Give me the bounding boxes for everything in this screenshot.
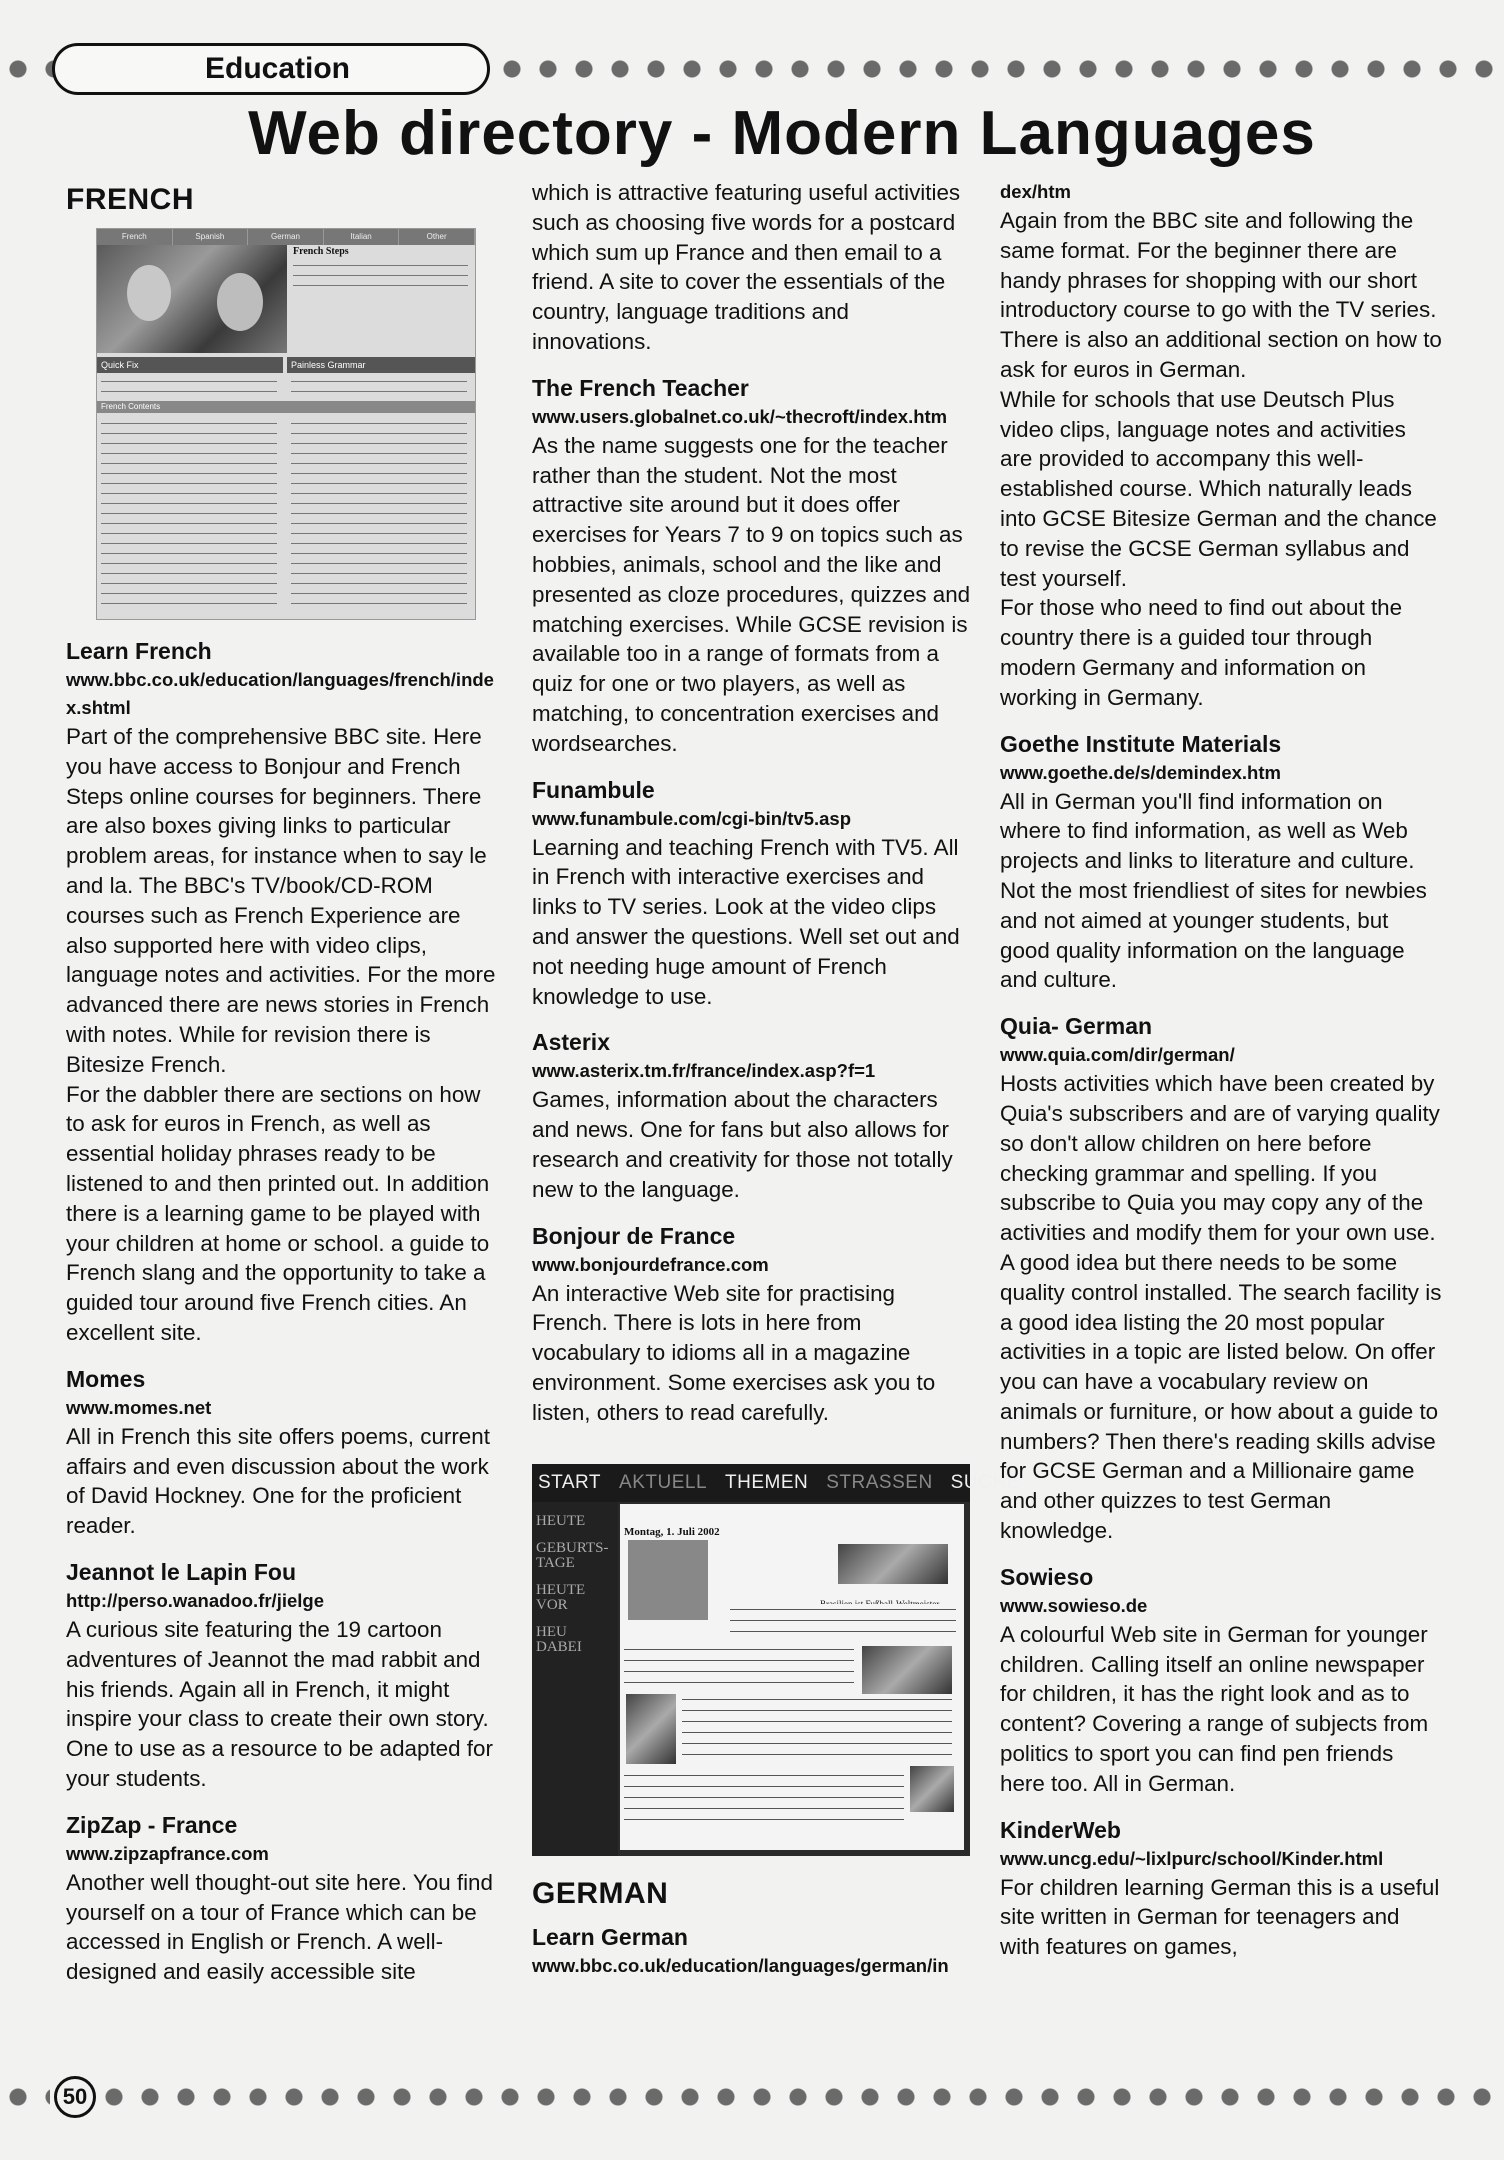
player-photo — [626, 1694, 676, 1764]
screenshot-content — [620, 1504, 964, 1850]
steps-title: French Steps — [293, 246, 349, 257]
site-url[interactable]: www.funambule.com/cgi-bin/tv5.asp — [532, 807, 851, 829]
site-description: As the name suggests one for the teacher rather than the student. Not the most attractive site around but it does offer exercises for Years 7 to 9 on topics such as hobbies, animals, school and the like and presented as cloze procedures, quizzes and matching exercises. While GCSE revision is available too in a range of formats from a quiz for one or two players, as well as matching, to concentration exercises and wordsearches. — [532, 432, 971, 756]
presenter-face — [127, 265, 171, 321]
screenshot-nav — [532, 1464, 1020, 1502]
quick-fix-header: Quick Fix — [97, 357, 283, 373]
site-title: Goethe Institute Materials — [1000, 730, 1282, 757]
site-title: Sowieso — [1000, 1563, 1094, 1590]
site-title: Learn French — [66, 638, 212, 664]
player-photo — [862, 1646, 952, 1694]
page-title: Web directory - Modern Languages — [248, 99, 1316, 168]
steps-text — [293, 261, 468, 291]
screenshot-nav-item: START — [538, 1471, 602, 1493]
site-url[interactable]: www.uncg.edu/~lixlpurc/school/Kinder.html — [1000, 1847, 1384, 1869]
contents-right-list — [291, 419, 467, 609]
footer-dots-left — [0, 2085, 50, 2109]
site-url[interactable]: www.quia.com/dir/german/ — [1000, 1044, 1235, 1066]
header-dots-right — [494, 57, 1504, 81]
site-url[interactable]: www.bonjourdefrance.com — [532, 1253, 769, 1275]
screenshot-tabs — [97, 229, 475, 245]
screenshot-nav-item: SUCHE — [950, 1471, 1020, 1493]
screenshot-tab: Other — [399, 229, 475, 245]
site-description: Hosts activities which have been created by Quia's subscribers and are of varying quality so don't allow children on here before checking grammar and spelling. If you subscribe to Quia you may copy any of the activities and modify them for your own use. A good idea but there needs to be some quality control installed. The search facility is a good idea listing the 20 most popular activities in a topic are listed below. On offer you can have a vocabulary review on animals or furniture, or how about a guide to numbers? Then there's reading skills advise for GCSE German and a Millionaire game and other quizzes to test German knowledge. — [1000, 1071, 1442, 1544]
site-title: KinderWeb — [1000, 1816, 1121, 1843]
site-title: Funambule — [532, 776, 655, 803]
section-label: Education — [205, 52, 351, 85]
article-text — [624, 1644, 854, 1688]
site-description: All in German you'll find information on where to find information, as well as Web projects and links to literature and culture. Not the most friendliest of sites for newbies and not aimed at younger students, but good quality information on the language and culture. — [1000, 788, 1427, 993]
site-url[interactable]: www.zipzapfrance.com — [66, 1842, 269, 1864]
article-text — [682, 1694, 952, 1764]
contents-left-list — [101, 419, 277, 609]
screenshot-nav-item: STRASSEN — [826, 1471, 933, 1493]
site-url[interactable]: www.asterix.tm.fr/france/index.asp?f=1 — [532, 1060, 876, 1082]
site-url[interactable]: www.users.globalnet.co.uk/~thecroft/index.htm — [532, 405, 948, 427]
quick-fix-text — [101, 377, 277, 397]
screenshot-tab: Spanish — [173, 229, 249, 245]
site-title: Momes — [66, 1365, 146, 1392]
column-2 — [532, 178, 1020, 1980]
site-description: which is attractive featuring useful activities such as choosing five words for a postcard which sum up France and then email to a friend. A site to cover the essentials of the country, language traditions and innovations. — [532, 180, 961, 354]
site-description: Another well thought-out site here. You find yourself on a tour of France which can be accessed in English or French. A well-designed and easily accessible site — [66, 1869, 493, 1985]
screenshot-side-item: HEU DABEI — [536, 1623, 582, 1655]
site-url[interactable]: www.goethe.de/s/demindex.htm — [1000, 761, 1281, 783]
column-3 — [1000, 178, 1442, 1962]
footer-dots-right — [96, 2085, 1504, 2109]
header-dots-left — [0, 57, 54, 81]
screenshot-side-item: HEUTE — [536, 1512, 586, 1529]
article-text — [730, 1604, 956, 1638]
site-url[interactable]: http://perso.wanadoo.fr/jielge — [66, 1589, 324, 1611]
steps-box — [293, 247, 468, 291]
trophy-photo — [910, 1766, 954, 1812]
site-title: Quia- German — [1000, 1013, 1153, 1040]
site-description: An interactive Web site for practising French. There is lots in here from vocabulary to idioms all in a magazine environment. Some exercises ask you to listen, others to read carefully. — [532, 1280, 936, 1425]
german-news-screenshot — [532, 1464, 1020, 1856]
painless-grammar-text — [291, 377, 467, 397]
screenshot-nav-item: THEMEN — [725, 1471, 809, 1493]
site-title: Bonjour de France — [532, 1222, 736, 1249]
screenshot-side-item: HEUTE VOR — [536, 1581, 586, 1613]
site-description: Games, information about the characters and news. One for fans but also allows for research and creativity for those not totally new to the language. — [532, 1087, 953, 1202]
german-heading: GERMAN — [532, 1876, 669, 1910]
site-description: A colourful Web site in German for younger children. Calling itself an online newspaper for children, it has the right look and as to content? Covering a range of subjects from politics to sport you can find pen friends here too. All in German. — [1000, 1621, 1429, 1796]
french-heading: FRENCH — [66, 183, 194, 216]
site-description: Again from the BBC site and following the same format. For the beginner there are handy phrases for shopping with our short introductory course to go with the TV series. There is also an additional section on how to ask for euros in German. — [1000, 208, 1442, 382]
presenter-face — [217, 273, 263, 331]
presenters-photo — [97, 245, 287, 353]
site-title: Learn German — [532, 1923, 688, 1950]
screenshot-date: Montag, 1. Juli 2002 — [624, 1525, 720, 1538]
site-description: For children learning German this is a useful site written in German for teenagers and with features on games, — [1000, 1874, 1440, 1960]
contents-bar: French Contents — [97, 401, 475, 413]
site-url[interactable]: www.bbc.co.uk/education/languages/german/in — [532, 1954, 949, 1976]
page-number — [54, 2076, 96, 2118]
page-number-text: 50 — [62, 2084, 88, 2109]
site-description: For those who need to find out about the country there is a guided tour through modern Germany and information on working in Germany. — [1000, 595, 1403, 710]
site-title: The French Teacher — [532, 374, 749, 401]
screenshot-tab: German — [248, 229, 324, 245]
site-url[interactable]: www.sowieso.de — [1000, 1594, 1148, 1616]
site-url-continued[interactable]: dex/htm — [1000, 181, 1071, 202]
column-1 — [66, 178, 498, 1987]
site-description: Part of the comprehensive BBC site. Here you have access to Bonjour and French Steps online courses for beginners. There are also boxes giving links to particular problem areas, for instance when to say le and la. The BBC's TV/book/CD-ROM courses such as French Experience are also supported here with video clips, language notes and activities. For the more advanced there are news stories in French with notes. While for revision there is Bitesize French. — [66, 724, 496, 1077]
screenshot-side-item: GEBURTS-TAGE — [536, 1539, 609, 1571]
screenshot-tab: Italian — [324, 229, 400, 245]
site-title: Jeannot le Lapin Fou — [66, 1558, 297, 1585]
site-description: A curious site featuring the 19 cartoon adventures of Jeannot the mad rabbit and his friends. Again all in French, it might inspire your class to create their own story. One to use as a resource to be adapted for your students. — [66, 1616, 493, 1791]
painless-grammar-header: Painless Grammar — [287, 357, 475, 373]
site-title: Asterix — [532, 1029, 610, 1056]
site-description: While for schools that use Deutsch Plus video clips, language notes and activities are provided to accompany this well-established course. Which naturally leads into GCSE Bitesize German and the chance to revise the GCSE German syllabus and test yourself. — [1000, 386, 1437, 591]
site-url[interactable]: www.momes.net — [66, 1396, 212, 1418]
screenshot-nav-item: AKTUELL — [619, 1471, 708, 1493]
site-url[interactable]: www.bbc.co.uk/education/languages/french/index.shtml — [66, 669, 494, 718]
section-tab — [52, 43, 490, 95]
screenshot-tab: French — [97, 229, 173, 245]
site-title: ZipZap - France — [66, 1811, 238, 1838]
football-photo — [838, 1544, 948, 1584]
bbc-french-screenshot — [96, 228, 476, 620]
newspaper-graphic — [628, 1540, 708, 1620]
site-description: Learning and teaching French with TV5. All in French with interactive exercises and links to TV series. Look at the video clips and answer the questions. Well set out and not needing huge amount of French knowledge to use. — [532, 834, 960, 1009]
article-text — [624, 1770, 904, 1824]
site-description: For the dabbler there are sections on how to ask for euros in French, as well as essential holiday phrases ready to be listened to and then printed out. In addition there is a learning game to be played with your children at home or school. a guide to French slang and the opportunity to take a guided tour around five French cities. An excellent site. — [66, 1081, 490, 1345]
screenshot-sidebar — [532, 1502, 618, 1856]
site-description: All in French this site offers poems, current affairs and even discussion about the work of David Hockney. One for the proficient reader. — [66, 1423, 490, 1539]
